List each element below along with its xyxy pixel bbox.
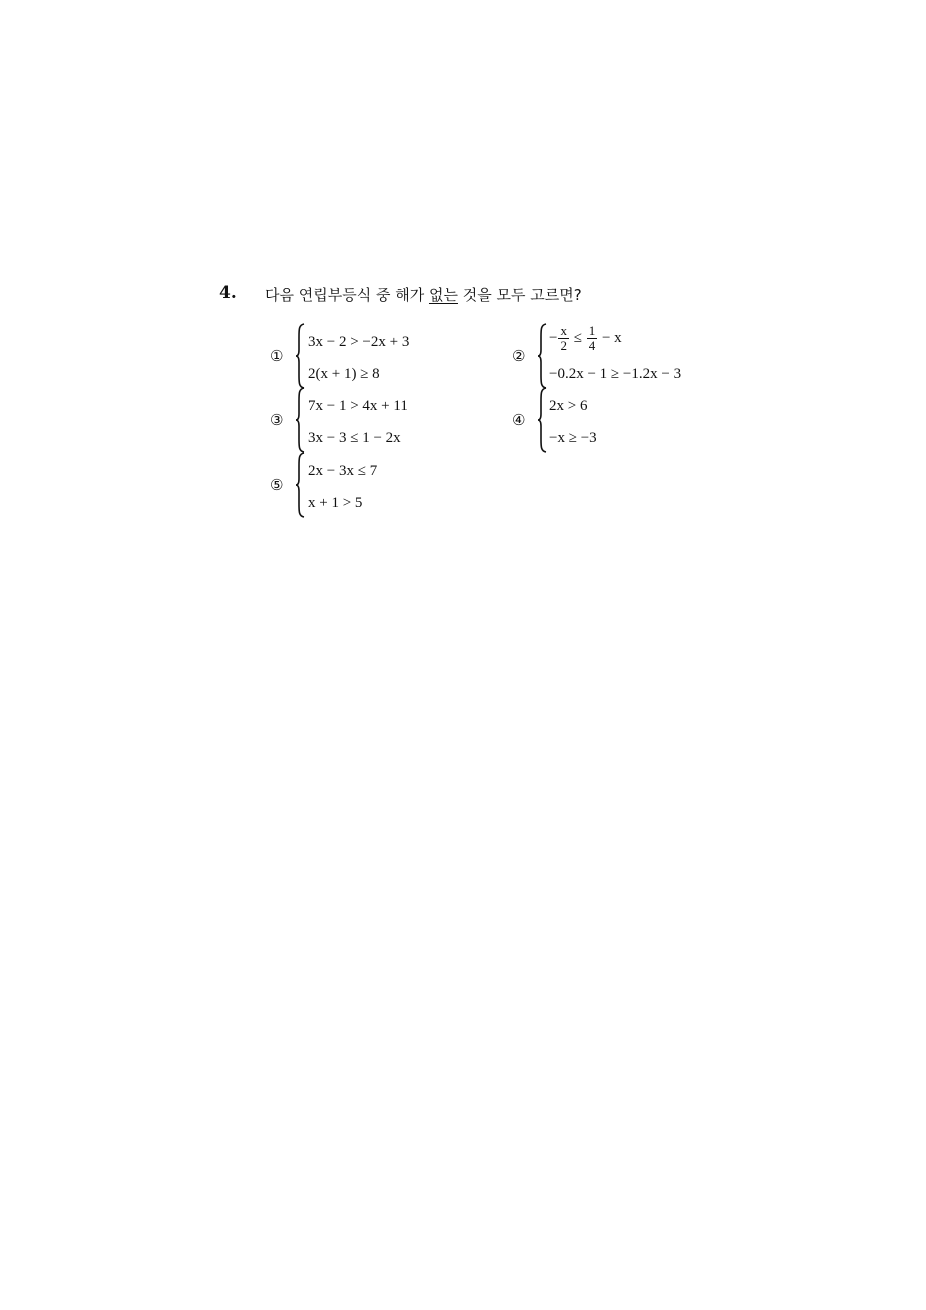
question-number: 4. xyxy=(219,283,237,303)
minus-sign: − xyxy=(549,329,558,346)
option-3-marker: ③ xyxy=(270,411,284,429)
option-4-line-2: −x ≥ −3 xyxy=(549,430,597,446)
option-4-line-1: 2x > 6 xyxy=(549,398,588,414)
option-2-line-2: −0.2x − 1 ≥ −1.2x − 3 xyxy=(549,366,682,382)
question-text xyxy=(265,284,582,305)
brace-icon xyxy=(537,387,547,453)
question-text-after: 것을 모두 고르면? xyxy=(457,286,582,304)
question-text-before: 다음 연립부등식 중 해가 xyxy=(265,286,429,304)
option-4-marker: ④ xyxy=(512,411,526,429)
option-1-line-1: 3x − 2 > −2x + 3 xyxy=(308,334,410,350)
option-2-marker: ② xyxy=(512,347,526,365)
brace-icon xyxy=(295,323,305,389)
option-1-marker: ① xyxy=(270,347,284,365)
brace-icon xyxy=(537,323,547,389)
relation-sign: ≤ xyxy=(573,329,582,346)
fraction-1-over-4: $\frac{1}{4}$ xyxy=(588,323,596,353)
option-3-line-1: 7x − 1 > 4x + 11 xyxy=(308,398,408,414)
brace-icon xyxy=(295,387,305,453)
option-5-line-2: x + 1 > 5 xyxy=(308,495,363,511)
brace-icon xyxy=(295,452,305,518)
option-2-line-1 xyxy=(549,324,622,353)
option-5-marker: ⑤ xyxy=(270,476,284,494)
tail-term: − x xyxy=(601,329,622,346)
question-text-underlined: 없는 xyxy=(428,286,458,304)
option-3-line-2: 3x − 3 ≤ 1 − 2x xyxy=(308,430,401,446)
option-5-line-1: 2x − 3x ≤ 7 xyxy=(308,463,378,479)
option-1-line-2: 2(x + 1) ≥ 8 xyxy=(308,366,380,382)
fraction-x-over-2: $\frac{x}{2}$ xyxy=(560,323,567,353)
